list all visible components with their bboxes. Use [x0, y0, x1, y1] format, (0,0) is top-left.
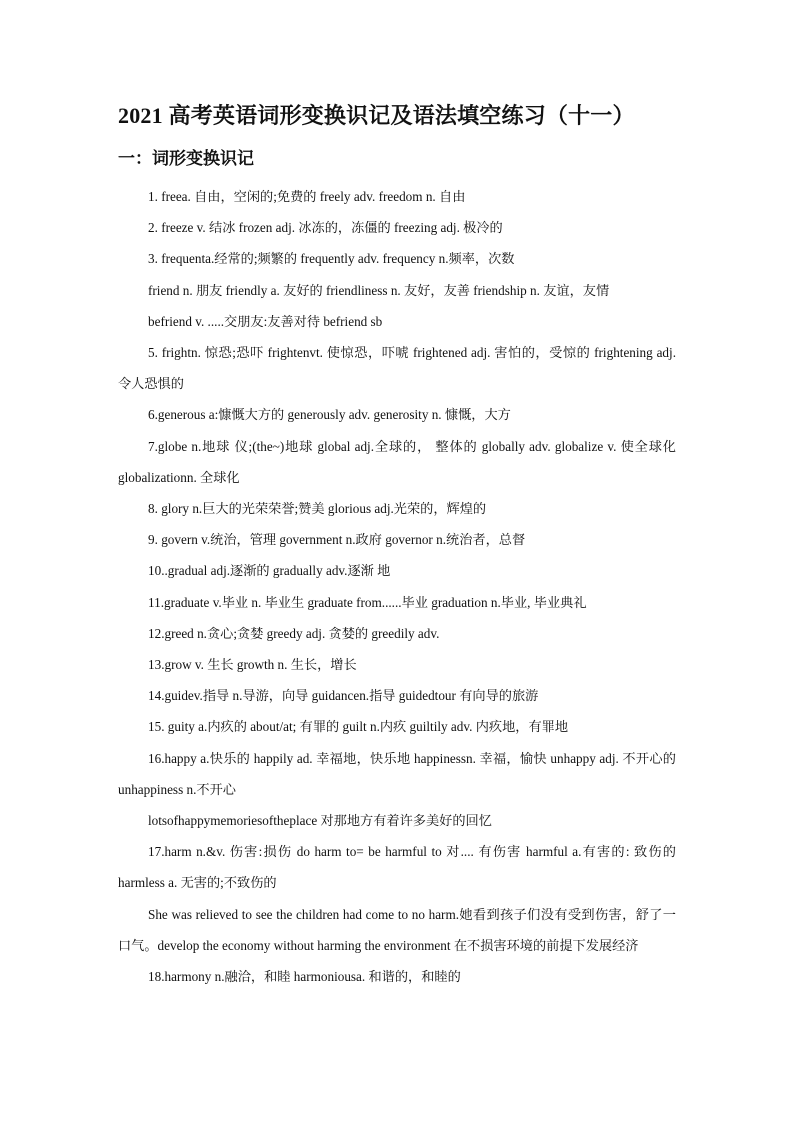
entry-item: 8. glory n.巨大的光荣荣誉;赞美 glorious adj.光荣的，辉煌的 — [148, 501, 487, 517]
entry-list — [118, 181, 676, 992]
entry-item: lotsofhappymemoriesoftheplace 对那地方有着许多美好的回忆 — [148, 813, 492, 829]
document-title: 2021 高考英语词形变换识记及语法填空练习（十一） — [118, 103, 635, 128]
entry-item: 14.guidev.指导 n.导游，向导 guidancen.指导 guidedtour 有向导的旅游 — [148, 688, 539, 704]
entry-item: 11.graduate v.毕业 n. 毕业生 graduate from......毕业 graduation n.毕业, 毕业典礼 — [148, 594, 587, 610]
entry-item: 9. govern v.统治，管理 government n.政府 governor n.统治者，总督 — [148, 532, 526, 548]
entry-item: 7.globe n.地球 仪;(the~)地球 global adj.全球的， 整体的 globally adv. globalize v. 使全球化 globalizationn. 全球化 — [118, 438, 676, 485]
entry-item: 13.grow v. 生长 growth n. 生长，增长 — [148, 657, 357, 673]
entry-item: 2. freeze v. 结冰 frozen adj. 冰冻的，冻僵的 freezing adj. 极冷的 — [148, 220, 503, 236]
entry-item: befriend v. .....交朋友:友善对待 befriend sb — [148, 313, 383, 329]
entry-item: 18.harmony n.融洽，和睦 harmoniousa. 和谐的，和睦的 — [148, 969, 461, 985]
entry-item: 1. freea. 自由，空闲的;免费的 freely adv. freedom n. 自由 — [148, 189, 466, 204]
entry-item: 10..gradual adj.逐渐的 gradually adv.逐渐 地 — [148, 563, 391, 579]
section-heading: 一：词形变换识记 — [118, 149, 254, 168]
entry-item: 16.happy a.快乐的 happily ad. 幸福地，快乐地 happinessn. 幸福，愉快 unhappy adj. 不开心的 unhappiness n.不开心 — [118, 750, 676, 797]
entry-item: 5. frightn. 惊恐;恐吓 frightenvt. 使惊恐，吓唬 frightened adj. 害怕的，受惊的 frightening adj. 令人恐惧的 — [118, 345, 676, 392]
entry-item: 3. frequenta.经常的;频繁的 frequently adv. frequency n.频率，次数 — [148, 251, 515, 267]
entry-item: 12.greed n.贪心;贪婪 greedy adj. 贪婪的 greedily adv. — [148, 625, 440, 641]
entry-item: 15. guity a.内疚的 about/at; 有罪的 guilt n.内疚 guiltily adv. 内疚地，有罪地 — [148, 719, 569, 735]
entry-item: 17.harm n.&v. 伤害:损伤 do harm to= be harmful to 对.... 有伤害 harmful a.有害的: 致伤的 harmless a. 无害的;不致伤的 — [118, 844, 676, 891]
entry-item: 6.generous a:慷慨大方的 generously adv. generosity n. 慷慨，大方 — [148, 407, 511, 423]
entry-item: She was relieved to see the children had come to no harm.她看到孩子们没有受到伤害，舒了一口气。develop the economy without harming the environment 在不损害环境的前提下发展经济 — [118, 906, 676, 953]
entry-item: friend n. 朋友 friendly a. 友好的 friendliness n. 友好，友善 friendship n. 友谊，友情 — [148, 282, 610, 298]
